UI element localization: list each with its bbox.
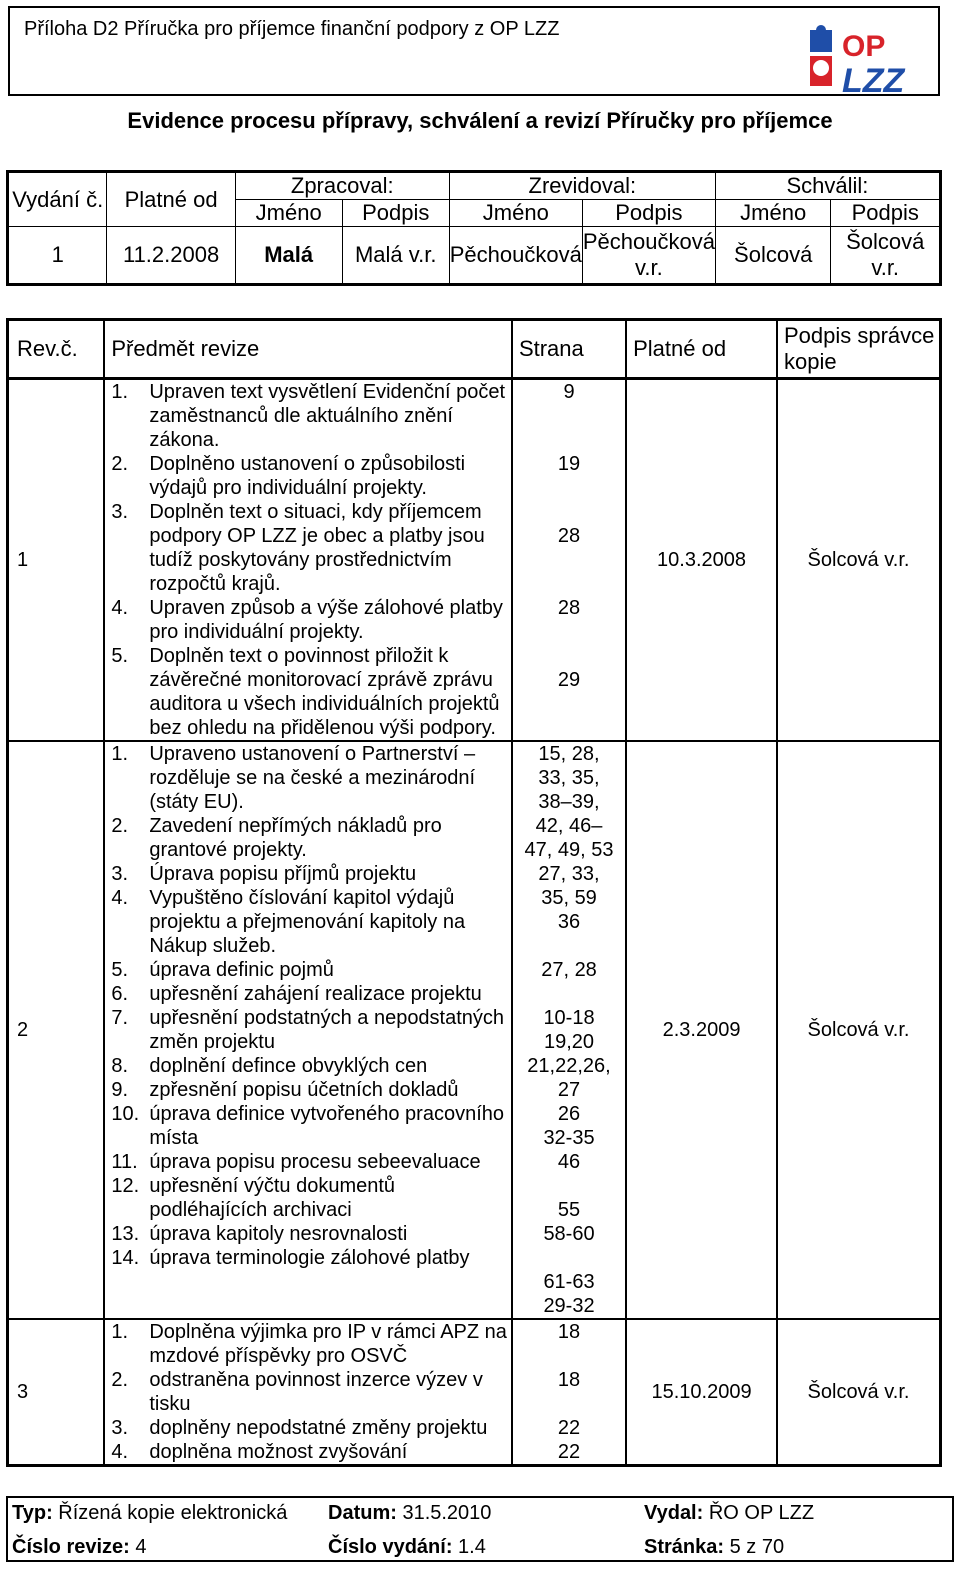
revision-item — [105, 814, 511, 862]
item-number: 1. — [111, 1321, 129, 1343]
page-ref — [513, 500, 625, 524]
revision-item — [105, 742, 511, 814]
page-ref: 18 — [557, 1321, 581, 1343]
footer-datum: 31.5.2010 — [402, 1502, 492, 1524]
header-jmeno: Jméno — [715, 200, 830, 227]
item-text: úprava definic pojmů — [149, 959, 334, 981]
header-schvalil: Schválil: — [715, 172, 940, 200]
rev-date: 10.3.2008 — [626, 379, 777, 742]
revision-row-2 — [8, 741, 941, 1319]
item-text: doplněna možnost zvyšování — [149, 1441, 408, 1463]
page-ref — [513, 572, 625, 596]
rev-pages — [512, 379, 626, 742]
item-number: 11. — [111, 1151, 138, 1173]
item-text: Doplněn text o situaci, kdy příjemcem podpory OP LZZ je obec a platby jsou tudíž poskytovány prostřednictvím rozpočtů krajů. — [149, 501, 485, 595]
item-text: Doplněno ustanovení o způsobilosti výdajů pro individuální projekty. — [149, 453, 466, 499]
page-ref: 42, 46– — [535, 815, 603, 837]
revision-item — [105, 596, 511, 644]
item-number: 4. — [111, 1441, 129, 1463]
footer-typ-label: Typ: — [12, 1502, 53, 1524]
page-ref — [513, 1344, 625, 1368]
rev-date: 15.10.2009 — [626, 1319, 777, 1466]
page-ref: 27, 33, — [538, 863, 600, 885]
page-ref: 33, 35, — [538, 767, 600, 789]
page-ref — [513, 934, 625, 958]
rev-signature: Šolcová v.r. — [777, 379, 941, 742]
header-title: Příloha D2 Příručka pro příjemce finanční podpory z OP LZZ — [24, 18, 560, 40]
item-number: 5. — [111, 645, 129, 667]
revision-item — [105, 1368, 511, 1416]
rev-number: 1 — [8, 379, 105, 742]
rev-date: 2.3.2009 — [626, 741, 777, 1319]
revision-table — [6, 318, 942, 1467]
item-number: 1. — [111, 381, 129, 403]
rev-signature: Šolcová v.r. — [777, 741, 941, 1319]
page-ref: 19 — [557, 453, 581, 475]
item-text: doplnění defince obvyklých cen — [149, 1055, 428, 1077]
header-signature: Podpis správce kopie — [777, 320, 941, 379]
item-number: 14. — [111, 1247, 140, 1269]
item-text: úprava kapitoly nesrovnalosti — [149, 1223, 408, 1245]
header-podpis: Podpis — [342, 200, 449, 227]
page-ref — [513, 548, 625, 572]
page-ref: 36 — [557, 911, 581, 933]
page-ref — [513, 428, 625, 452]
item-text: Doplněn text o povinnost přiložit k závěrečné monitorovací zprávě zprávu auditora u všech individuálních projektů bez ohledu na přidělenou výši podpory. — [149, 645, 500, 739]
header-date: Platné od — [626, 320, 777, 379]
rev-pages — [512, 741, 626, 1319]
page-header — [8, 6, 940, 96]
revision-item — [105, 452, 511, 500]
header-platne-od: Platné od — [107, 172, 235, 227]
item-number: 5. — [111, 959, 129, 981]
rev-pages — [512, 1319, 626, 1466]
item-text: Doplněna výjimka pro IP v rámci APZ na mzdové příspěvky pro OSVČ — [149, 1321, 507, 1367]
item-text: Zavedení nepřímých nákladů pro grantové projekty. — [149, 815, 442, 861]
revision-item — [105, 380, 511, 452]
revision-item — [105, 1222, 511, 1246]
page-ref: 29 — [557, 669, 581, 691]
revision-item — [105, 982, 511, 1006]
page-ref: 19,20 — [543, 1031, 595, 1053]
header-vydani: Vydání č. — [8, 172, 107, 227]
page-ref: 28 — [557, 597, 581, 619]
svg-text:LZZ: LZZ — [842, 62, 905, 98]
op-lzz-logo-icon — [806, 22, 916, 98]
header-zpracoval: Zpracoval: — [235, 172, 449, 200]
item-number: 4. — [111, 887, 129, 909]
item-text: odstraněna povinnost inzerce výzev v tisku — [149, 1369, 483, 1415]
header-page: Strana — [512, 320, 626, 379]
item-text: Úprava popisu příjmů projektu — [149, 863, 417, 885]
header-subject: Předmět revize — [104, 320, 512, 379]
footer-revize-label: Číslo revize: — [12, 1536, 130, 1558]
item-text: doplněny nepodstatné změny projektu — [149, 1417, 488, 1439]
page-ref: 21,22,26, — [527, 1055, 611, 1077]
item-text: úprava terminologie zálohové platby — [149, 1247, 470, 1269]
item-number: 13. — [111, 1223, 140, 1245]
page-ref: 61-63 — [543, 1271, 595, 1293]
page-ref: 29-32 — [543, 1295, 595, 1317]
page-ref: 35, 59 — [541, 887, 597, 909]
revision-item — [105, 1320, 511, 1368]
footer-stranka-label: Stránka: — [644, 1536, 725, 1558]
revision-item — [105, 1246, 511, 1270]
page-ref: 38–39, — [538, 791, 600, 813]
item-number: 1. — [111, 743, 129, 765]
page-ref — [513, 1246, 625, 1270]
item-text: úprava definice vytvořeného pracovního místa — [149, 1103, 505, 1149]
page-ref: 22 — [557, 1417, 581, 1439]
item-number: 2. — [111, 453, 129, 475]
item-number: 4. — [111, 597, 129, 619]
item-number: 12. — [111, 1175, 140, 1197]
item-text: Upraven text vysvětlení Evidenční počet zaměstnanců dle aktuálního znění zákona. — [149, 381, 506, 451]
revision-item — [105, 1416, 511, 1440]
footer-vydani: 1.4 — [458, 1536, 486, 1558]
zpracoval-podpis: Malá v.r. — [342, 227, 449, 285]
item-number: 3. — [111, 501, 129, 523]
item-number: 3. — [111, 863, 129, 885]
footer-vydal: ŘO OP LZZ — [708, 1502, 815, 1524]
revision-item — [105, 1006, 511, 1054]
item-number: 9. — [111, 1079, 129, 1101]
revision-item — [105, 1102, 511, 1150]
item-number: 2. — [111, 815, 129, 837]
zrevidoval-podpis: Pěchoučková v.r. — [582, 227, 715, 285]
revision-item — [105, 1440, 511, 1464]
item-number: 6. — [111, 983, 129, 1005]
page-ref: 58-60 — [543, 1223, 595, 1245]
item-text: Vypuštěno číslování kapitol výdajů projektu a přejmenování kapitoly na Nákup služeb. — [149, 887, 466, 957]
revision-row-3 — [8, 1319, 941, 1466]
vydani-value: 1 — [8, 227, 107, 285]
revision-item — [105, 1078, 511, 1102]
schvalil-podpis: Šolcová v.r. — [831, 227, 941, 285]
revision-item — [105, 1174, 511, 1222]
header-podpis: Podpis — [831, 200, 941, 227]
page-ref: 32-35 — [543, 1127, 595, 1149]
footer-vydal-label: Vydal: — [644, 1502, 704, 1524]
zpracoval-jmeno: Malá — [235, 227, 342, 285]
footer-stranka: 5 z 70 — [729, 1536, 785, 1558]
footer-vydani-label: Číslo vydání: — [328, 1536, 453, 1558]
item-text: zpřesnění popisu účetních dokladů — [149, 1079, 459, 1101]
revision-item — [105, 958, 511, 982]
header-zrevidoval: Zrevidoval: — [449, 172, 715, 200]
rev-subject — [104, 1319, 512, 1466]
page-ref: 55 — [557, 1199, 581, 1221]
item-number: 10. — [111, 1103, 140, 1125]
page-ref: 15, 28, — [538, 743, 600, 765]
page-ref — [513, 476, 625, 500]
revision-row-1 — [8, 379, 941, 742]
item-text: upřesnění podstatných a nepodstatných změn projektu — [149, 1007, 505, 1053]
rev-subject — [104, 379, 512, 742]
header-podpis: Podpis — [582, 200, 715, 227]
page-ref — [513, 644, 625, 668]
page-ref — [513, 404, 625, 428]
header-rev: Rev.č. — [8, 320, 105, 379]
page-ref: 22 — [557, 1441, 581, 1463]
footer-revize: 4 — [135, 1536, 147, 1558]
revision-item — [105, 862, 511, 886]
page-ref — [513, 620, 625, 644]
page-ref: 18 — [557, 1369, 581, 1391]
revision-item — [105, 644, 511, 740]
item-number: 2. — [111, 1369, 129, 1391]
revision-item — [105, 1054, 511, 1078]
item-number: 3. — [111, 1417, 129, 1439]
item-text: Upraven způsob a výše zálohové platby pro individuální projekty. — [149, 597, 503, 643]
page-ref — [513, 1392, 625, 1416]
item-text: Upraveno ustanovení o Partnerství – rozděluje se na české a mezinárodní (státy EU). — [149, 743, 476, 813]
footer-typ: Řízená kopie elektronická — [58, 1502, 288, 1524]
rev-number: 2 — [8, 741, 105, 1319]
page-ref — [513, 692, 625, 716]
page-ref: 10-18 — [543, 1007, 595, 1029]
item-text: upřesnění výčtu dokumentů podléhajících archivaci — [149, 1175, 396, 1221]
rev-signature: Šolcová v.r. — [777, 1319, 941, 1466]
item-number: 7. — [111, 1007, 129, 1029]
page-ref: 28 — [557, 525, 581, 547]
page-ref: 46 — [557, 1151, 581, 1173]
item-text: úprava popisu procesu sebeevaluace — [149, 1151, 481, 1173]
svg-text:OP: OP — [842, 30, 886, 63]
schvalil-jmeno: Šolcová — [715, 227, 830, 285]
header-jmeno: Jméno — [235, 200, 342, 227]
zrevidoval-jmeno: Pěchoučková — [449, 227, 582, 285]
page-ref — [513, 716, 625, 740]
item-number: 8. — [111, 1055, 129, 1077]
revision-item — [105, 886, 511, 958]
page-ref: 27, 28 — [541, 959, 597, 981]
page-ref: 47, 49, 53 — [524, 839, 614, 861]
page-footer — [6, 1496, 954, 1562]
revision-item — [105, 1150, 511, 1174]
platne-od-value: 11.2.2008 — [107, 227, 235, 285]
rev-number: 3 — [8, 1319, 105, 1466]
header-jmeno: Jméno — [449, 200, 582, 227]
page-ref — [513, 1174, 625, 1198]
page-ref: 27 — [557, 1079, 581, 1101]
revision-item — [105, 500, 511, 596]
rev-subject — [104, 741, 512, 1319]
page-ref — [513, 982, 625, 1006]
page-ref: 26 — [557, 1103, 581, 1125]
item-text: upřesnění zahájení realizace projektu — [149, 983, 482, 1005]
page-ref: 9 — [563, 381, 575, 403]
approval-table — [6, 170, 942, 286]
document-title: Evidence procesu přípravy, schválení a revizí Příručky pro příjemce — [127, 108, 833, 133]
footer-datum-label: Datum: — [328, 1502, 397, 1524]
